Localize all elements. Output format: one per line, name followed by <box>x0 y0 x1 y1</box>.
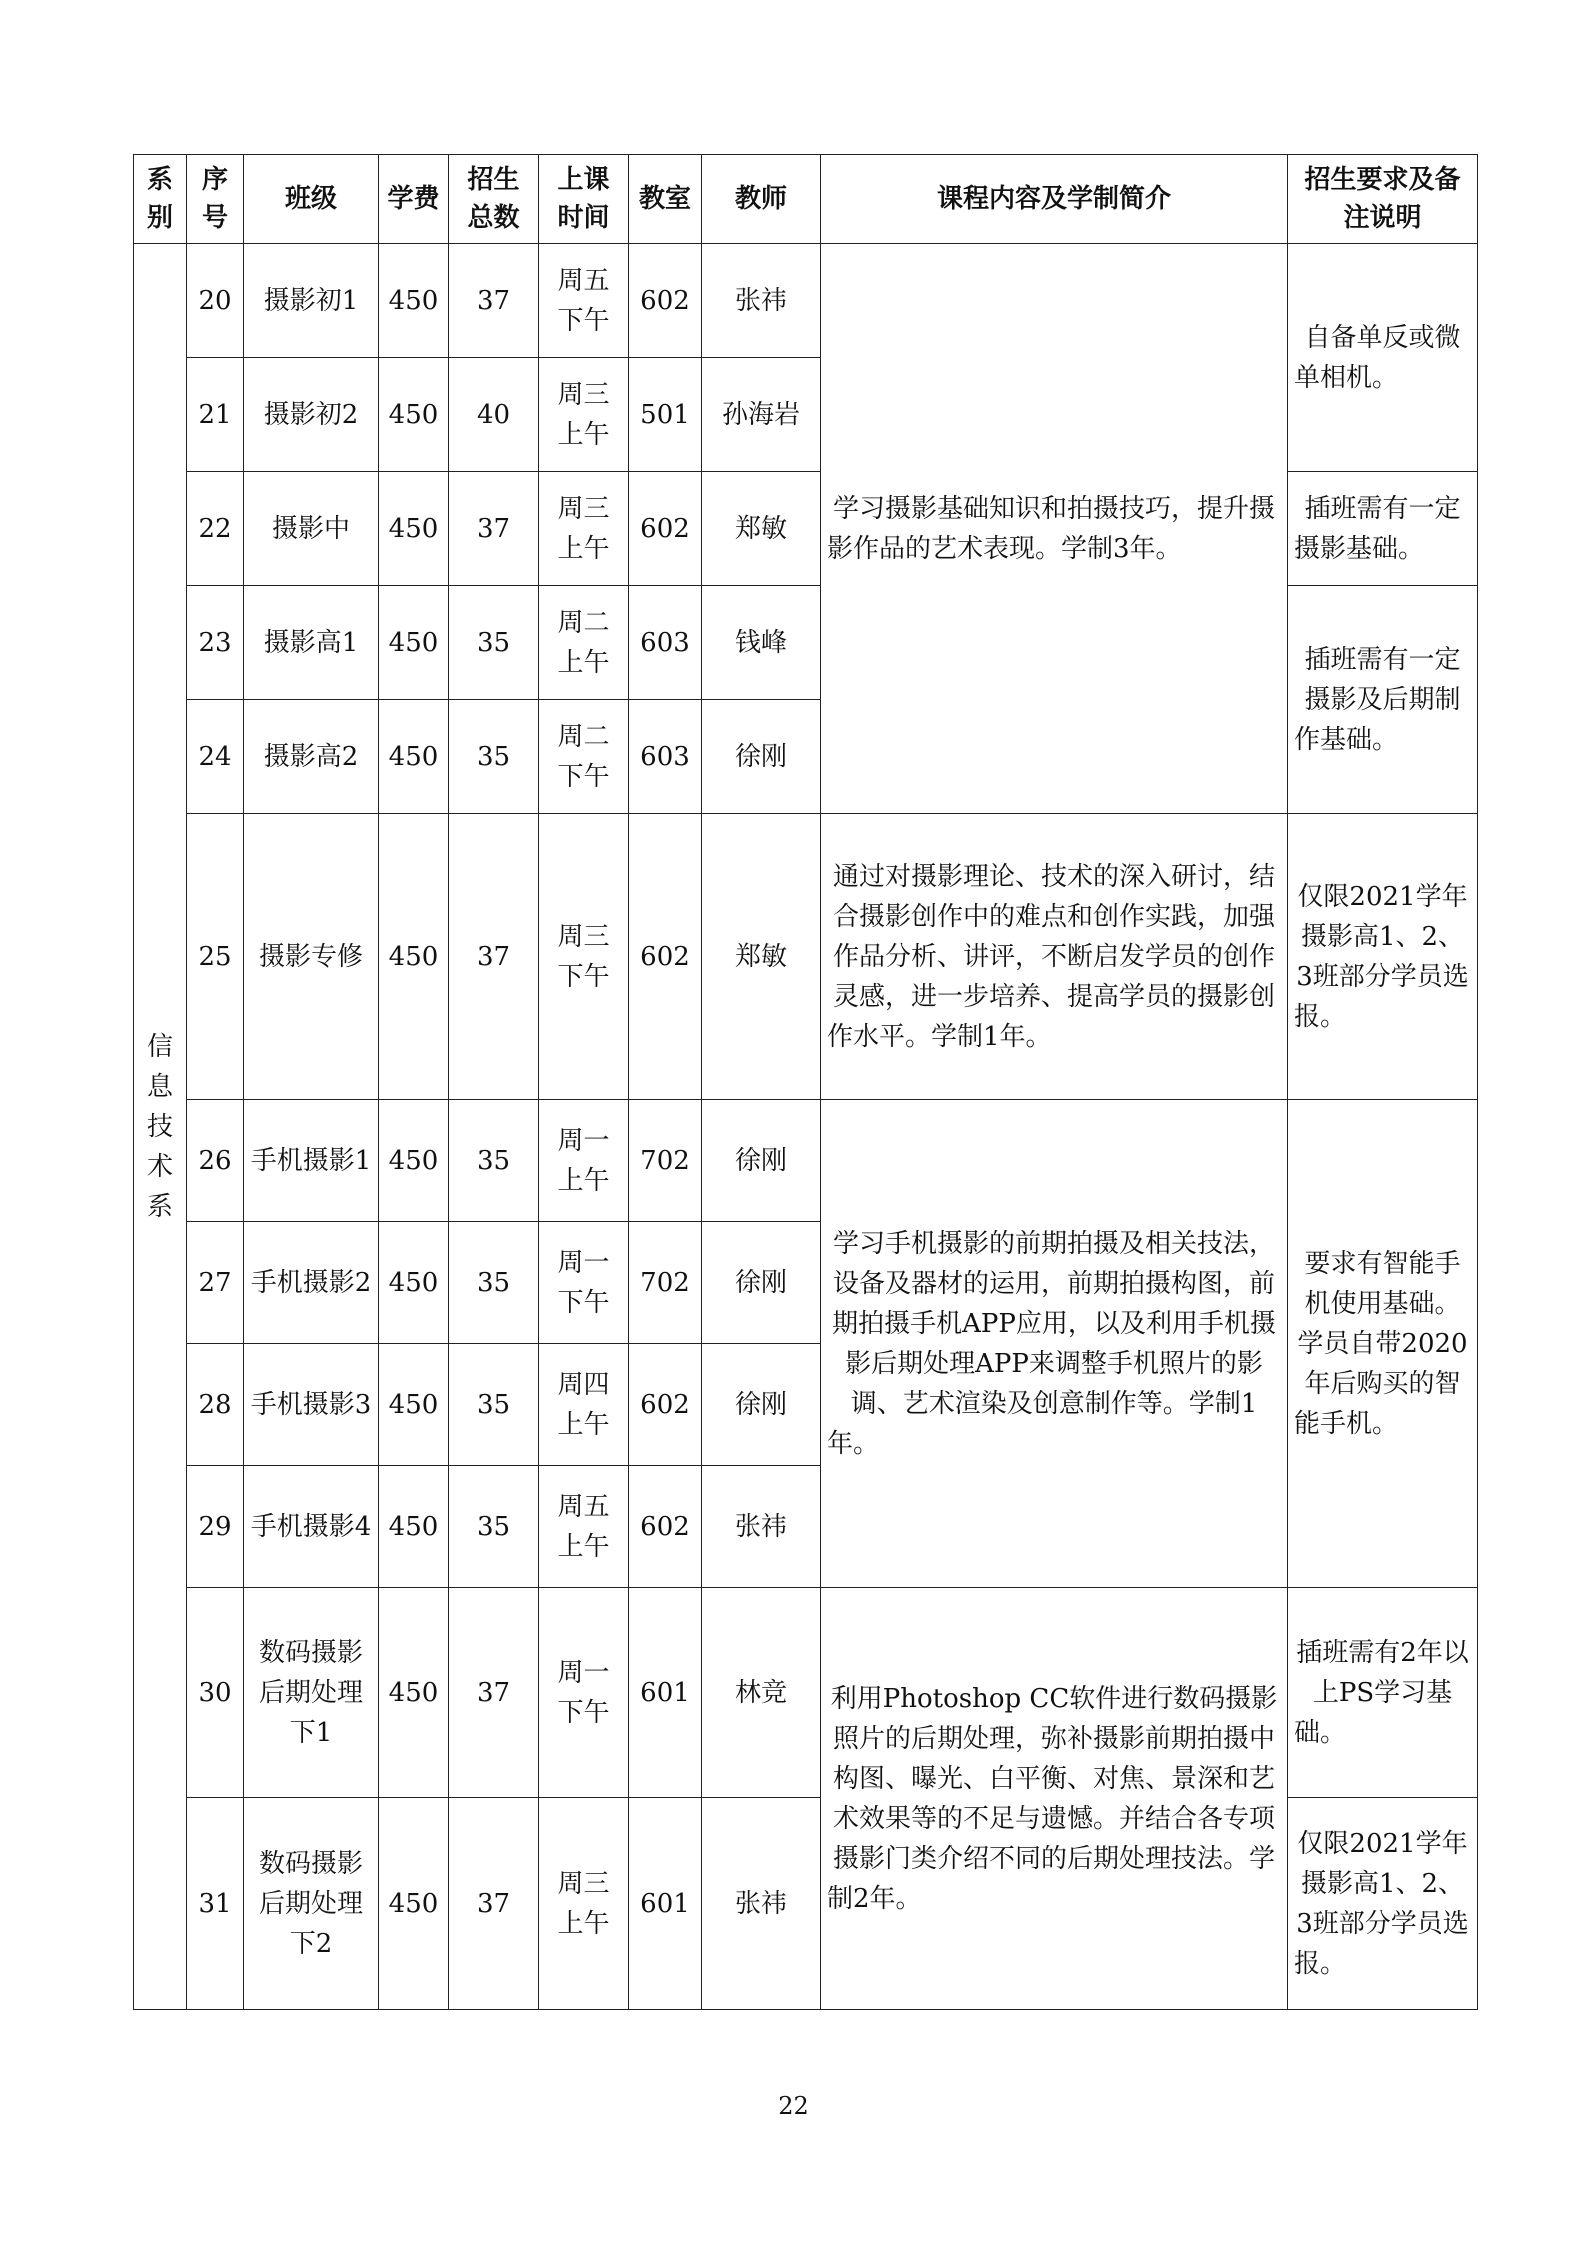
class-cell: 手机摄影2 <box>244 1222 379 1344</box>
class-cell: 手机摄影3 <box>244 1344 379 1466</box>
teacher-cell: 徐刚 <box>702 1100 821 1222</box>
requirement-cell: 仅限2021学年摄影高1、2、3班部分学员选报。 <box>1288 1798 1478 2010</box>
fee-cell: 450 <box>379 814 449 1100</box>
fee-cell: 450 <box>379 472 449 586</box>
time-cell: 周三下午 <box>539 814 629 1100</box>
enroll-cell: 37 <box>449 1798 539 2010</box>
department-cell <box>134 244 187 2010</box>
header-requirement: 招生要求及备注说明 <box>1288 155 1478 244</box>
header-dept: 系别 <box>134 155 187 244</box>
department-label: 信息技术系 <box>147 1031 174 1222</box>
enroll-cell: 37 <box>449 472 539 586</box>
room-cell: 602 <box>629 1344 702 1466</box>
room-cell: 603 <box>629 700 702 814</box>
fee-cell: 450 <box>379 586 449 700</box>
enroll-cell: 40 <box>449 358 539 472</box>
fee-cell: 450 <box>379 1466 449 1588</box>
header-intro: 课程内容及学制简介 <box>821 155 1288 244</box>
seq-cell: 22 <box>187 472 244 586</box>
class-cell: 数码摄影后期处理下1 <box>244 1588 379 1798</box>
intro-cell: 学习摄影基础知识和拍摄技巧，提升摄影作品的艺术表现。学制3年。 <box>821 244 1288 814</box>
table-row <box>134 1100 1478 1222</box>
seq-cell: 21 <box>187 358 244 472</box>
header-enroll: 招生总数 <box>449 155 539 244</box>
header-row <box>134 155 1478 244</box>
seq-cell: 27 <box>187 1222 244 1344</box>
requirement-cell: 插班需有一定摄影及后期制作基础。 <box>1288 586 1478 814</box>
fee-cell: 450 <box>379 1588 449 1798</box>
requirement-cell: 要求有智能手机使用基础。学员自带2020年后购买的智能手机。 <box>1288 1100 1478 1588</box>
teacher-cell: 郑敏 <box>702 814 821 1100</box>
class-cell: 摄影专修 <box>244 814 379 1100</box>
seq-cell: 31 <box>187 1798 244 2010</box>
schedule-table <box>133 154 1478 2010</box>
teacher-cell: 张祎 <box>702 1798 821 2010</box>
seq-cell: 28 <box>187 1344 244 1466</box>
time-cell: 周三上午 <box>539 1798 629 2010</box>
fee-cell: 450 <box>379 1344 449 1466</box>
room-cell: 702 <box>629 1100 702 1222</box>
fee-cell: 450 <box>379 700 449 814</box>
time-cell: 周五上午 <box>539 1466 629 1588</box>
table-row <box>134 1588 1478 1798</box>
class-cell: 摄影中 <box>244 472 379 586</box>
enroll-cell: 37 <box>449 814 539 1100</box>
requirement-cell: 插班需有一定摄影基础。 <box>1288 472 1478 586</box>
header-time: 上课时间 <box>539 155 629 244</box>
teacher-cell: 徐刚 <box>702 700 821 814</box>
class-cell: 摄影初1 <box>244 244 379 358</box>
table-row <box>134 244 1478 358</box>
teacher-cell: 张祎 <box>702 1466 821 1588</box>
teacher-cell: 孙海岩 <box>702 358 821 472</box>
enroll-cell: 35 <box>449 586 539 700</box>
room-cell: 603 <box>629 586 702 700</box>
intro-cell: 利用Photoshop CC软件进行数码摄影照片的后期处理，弥补摄影前期拍摄中构图、曝光、白平衡、对焦、景深和艺术效果等的不足与遗憾。并结合各专项摄影门类介绍不同的后期处理技法。学制2年。 <box>821 1588 1288 2010</box>
room-cell: 602 <box>629 472 702 586</box>
time-cell: 周五下午 <box>539 244 629 358</box>
class-cell: 数码摄影后期处理下2 <box>244 1798 379 2010</box>
header-room: 教室 <box>629 155 702 244</box>
time-cell: 周一下午 <box>539 1222 629 1344</box>
header-class: 班级 <box>244 155 379 244</box>
time-cell: 周二上午 <box>539 586 629 700</box>
room-cell: 501 <box>629 358 702 472</box>
seq-cell: 26 <box>187 1100 244 1222</box>
teacher-cell: 郑敏 <box>702 472 821 586</box>
enroll-cell: 35 <box>449 1222 539 1344</box>
time-cell: 周三上午 <box>539 358 629 472</box>
header-teacher: 教师 <box>702 155 821 244</box>
class-cell: 手机摄影4 <box>244 1466 379 1588</box>
seq-cell: 29 <box>187 1466 244 1588</box>
page-number: 22 <box>778 2092 809 2120</box>
fee-cell: 450 <box>379 244 449 358</box>
teacher-cell: 张祎 <box>702 244 821 358</box>
fee-cell: 450 <box>379 1798 449 2010</box>
requirement-cell: 仅限2021学年摄影高1、2、3班部分学员选报。 <box>1288 814 1478 1100</box>
intro-cell: 通过对摄影理论、技术的深入研讨，结合摄影创作中的难点和创作实践，加强作品分析、讲评，不断启发学员的创作灵感，进一步培养、提高学员的摄影创作水平。学制1年。 <box>821 814 1288 1100</box>
room-cell: 602 <box>629 1466 702 1588</box>
class-cell: 摄影高2 <box>244 700 379 814</box>
room-cell: 601 <box>629 1588 702 1798</box>
enroll-cell: 37 <box>449 244 539 358</box>
fee-cell: 450 <box>379 1222 449 1344</box>
teacher-cell: 徐刚 <box>702 1222 821 1344</box>
enroll-cell: 37 <box>449 1588 539 1798</box>
room-cell: 601 <box>629 1798 702 2010</box>
enroll-cell: 35 <box>449 1466 539 1588</box>
enroll-cell: 35 <box>449 1100 539 1222</box>
intro-cell: 学习手机摄影的前期拍摄及相关技法，设备及器材的运用，前期拍摄构图，前期拍摄手机APP应用，以及利用手机摄影后期处理APP来调整手机照片的影调、艺术渲染及创意制作等。学制1年。 <box>821 1100 1288 1588</box>
time-cell: 周一上午 <box>539 1100 629 1222</box>
header-fee: 学费 <box>379 155 449 244</box>
seq-cell: 25 <box>187 814 244 1100</box>
teacher-cell: 钱峰 <box>702 586 821 700</box>
seq-cell: 23 <box>187 586 244 700</box>
time-cell: 周二下午 <box>539 700 629 814</box>
room-cell: 702 <box>629 1222 702 1344</box>
enroll-cell: 35 <box>449 700 539 814</box>
requirement-cell: 自备单反或微单相机。 <box>1288 244 1478 472</box>
table-row <box>134 814 1478 1100</box>
room-cell: 602 <box>629 244 702 358</box>
header-seq: 序号 <box>187 155 244 244</box>
teacher-cell: 林竞 <box>702 1588 821 1798</box>
time-cell: 周三上午 <box>539 472 629 586</box>
teacher-cell: 徐刚 <box>702 1344 821 1466</box>
fee-cell: 450 <box>379 358 449 472</box>
class-cell: 摄影高1 <box>244 586 379 700</box>
fee-cell: 450 <box>379 1100 449 1222</box>
requirement-cell: 插班需有2年以上PS学习基础。 <box>1288 1588 1478 1798</box>
class-cell: 摄影初2 <box>244 358 379 472</box>
time-cell: 周四上午 <box>539 1344 629 1466</box>
class-cell: 手机摄影1 <box>244 1100 379 1222</box>
seq-cell: 24 <box>187 700 244 814</box>
time-cell: 周一下午 <box>539 1588 629 1798</box>
room-cell: 602 <box>629 814 702 1100</box>
seq-cell: 30 <box>187 1588 244 1798</box>
seq-cell: 20 <box>187 244 244 358</box>
enroll-cell: 35 <box>449 1344 539 1466</box>
